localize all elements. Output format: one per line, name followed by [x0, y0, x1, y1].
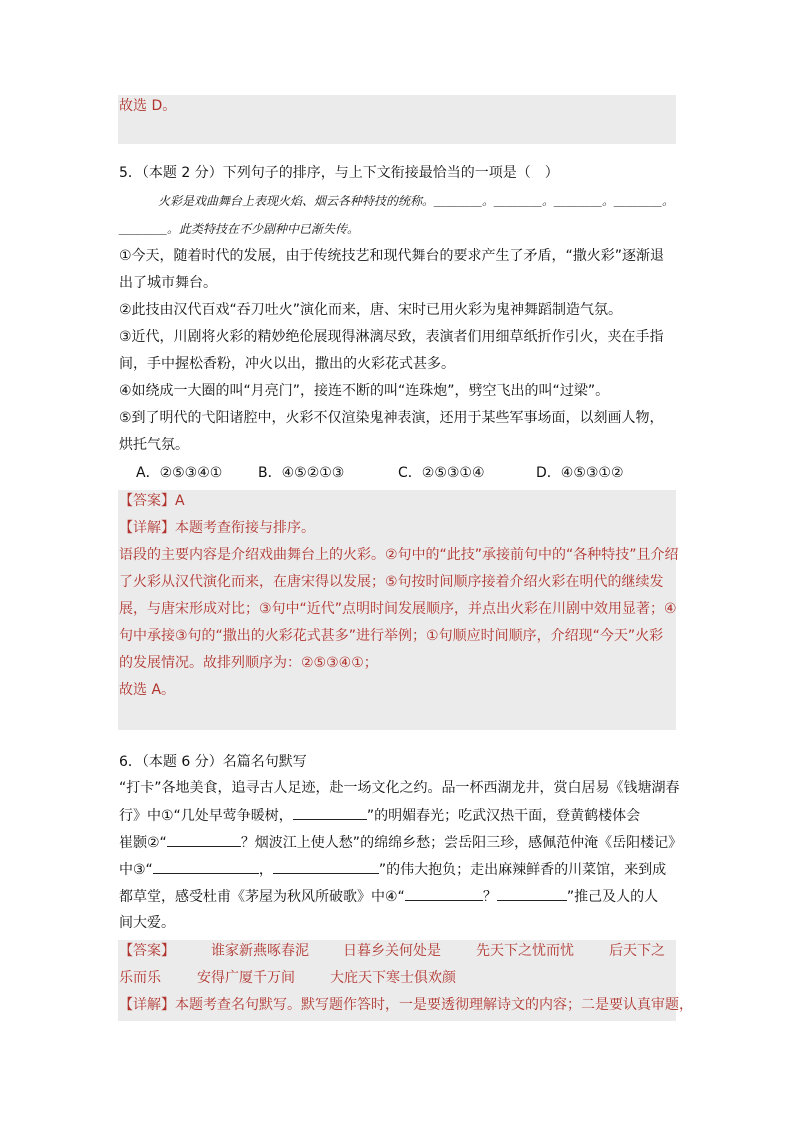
- q5-option-b: B．④⑤②①③: [258, 465, 345, 481]
- q5-explanation-5: 的发展情况。故排列顺序为：②⑤③④①；: [119, 655, 378, 671]
- q6-blank-2[interactable]: [167, 832, 241, 847]
- q6-answer-4: 后天下之: [609, 943, 665, 959]
- q6-line-6: 间大爱。: [119, 915, 175, 931]
- q5-explanation-1: 语段的主要内容是介绍戏曲舞台上的火彩。②句中的“此技”承接前句中的“各种特技”且介绍: [119, 547, 679, 563]
- q6-line-2: [119, 805, 640, 826]
- q6-blank-3a[interactable]: [153, 859, 259, 874]
- q5-sentence-3a: ③近代，川剧将火彩的精妙绝伦展现得淋漓尽致，表演者们用细草纸折作引火，夹在手指: [119, 329, 664, 345]
- q6-answer-2: 日暮乡关何处是: [343, 943, 441, 959]
- q6-answer-label: 【答案】: [119, 943, 175, 959]
- q6-header: 6．（本题 6 分）名篇名句默写: [119, 754, 307, 770]
- q5-sentence-2: ②此技由汉代百戏“吞刀吐火”演化而来，唐、宋时已用火彩为鬼神舞蹈制造气氛。: [119, 302, 623, 318]
- q6-line-4-comma: ，: [258, 862, 273, 878]
- q6-answer-3: 先天下之忧而忧: [476, 943, 574, 959]
- q6-detail: 【详解】本题考查名句默写。默写题作答时，一是要透彻理解诗文的内容；二是要认真审题，: [119, 997, 693, 1013]
- q6-line-2-end: ”的明媚春光；吃武汉热干面，登黄鹤楼体会: [366, 808, 641, 824]
- q6-line-4: [119, 859, 666, 880]
- q6-answer-7: 大庇天下寒士俱欢颜: [330, 970, 456, 986]
- q5-answer-label: 【答案】A: [119, 493, 185, 509]
- q6-line-5: [119, 886, 658, 907]
- q6-line-2-start: 行》中①“几处早莺争暖树，: [119, 808, 293, 824]
- q5-conclusion: 故选 A。: [119, 682, 176, 698]
- q6-line-3-end: ？烟波江上使人愁”的绵绵乡愁；尝岳阳三珍，感佩范仲淹《岳阳楼记》: [240, 835, 683, 851]
- q6-line-5-end: ”推己及人的人: [566, 889, 659, 905]
- previous-conclusion: 故选 D。: [119, 98, 177, 114]
- q6-answer-5: 乐而乐: [119, 970, 161, 986]
- q5-option-c: C．②⑤③①④: [398, 465, 485, 481]
- q5-option-a: A．②⑤③④①: [136, 465, 223, 481]
- q5-option-d: D．④⑤③①②: [536, 465, 624, 481]
- q5-sentence-4: ④如绕成一大圈的叫“月亮门”，接连不断的叫“连珠炮”，劈空飞出的叫“过梁”。: [119, 383, 610, 399]
- q6-line-3-start: 崔颢②“: [119, 835, 167, 851]
- q6-line-5-question: ？: [482, 889, 497, 905]
- q5-explanation-2: 了火彩从汉代演化而来，在唐宋得以发展；⑤句按时间顺序接着介绍火彩在明代的继续发: [119, 574, 664, 590]
- q5-detail-label: 【详解】本题考查衔接与排序。: [119, 520, 315, 536]
- q6-blank-4a[interactable]: [405, 886, 483, 901]
- q5-sentence-5a: ⑤到了明代的弋阳诸腔中，火彩不仅渲染鬼神表演，还用于某些军事场面，以刻画人物，: [119, 410, 664, 426]
- q5-explanation-4: 句中承接③句的“撒出的火彩花式甚多”进行举例；①句顺应时间顺序，介绍现“今天”火彩: [119, 628, 664, 644]
- q5-sentence-3b: 间，手中握松香粉，冲火以出，撒出的火彩花式甚多。: [119, 356, 455, 372]
- q6-line-4-end: ”的伟大抱负；走出麻辣鲜香的川菜馆，来到成: [378, 862, 667, 878]
- previous-answer-band: [118, 95, 676, 144]
- q6-line-1: “打卡”各地美食，追寻古人足迹，赴一场文化之约。品一杯西湖龙井，赏白居易《钱塘湖春: [119, 780, 680, 796]
- q6-answer-1: 谁家新燕啄春泥: [211, 943, 309, 959]
- q6-blank-3b[interactable]: [273, 859, 379, 874]
- q5-passage-line-2: ＿＿＿＿。此类特技在不少剧种中已渐失传。: [119, 222, 360, 236]
- q5-sentence-1b: 出了城市舞台。: [119, 275, 217, 291]
- q5-header: 5．（本题 2 分）下列句子的排序，与上下文衔接最恰当的一项是（ ）: [119, 165, 559, 181]
- q6-line-4-start: 中③“: [119, 862, 153, 878]
- q6-blank-4b[interactable]: [497, 886, 567, 901]
- q6-blank-1[interactable]: [293, 805, 367, 820]
- q6-line-5-start: 都草堂，感受杜甫《茅屋为秋风所破歌》中④“: [119, 889, 405, 905]
- q5-sentence-5b: 烘托气氛。: [119, 437, 189, 453]
- q5-sentence-1a: ①今天，随着时代的发展，由于传统技艺和现代舞台的要求产生了矛盾，“撒火彩”逐渐退: [119, 248, 665, 264]
- q6-line-3: [119, 832, 682, 853]
- q5-explanation-3: 展，与唐宋形成对比；③句中“近代”点明时间发展顺序，并点出火彩在川剧中效用显著；④: [119, 601, 677, 617]
- q6-answer-6: 安得广厦千万间: [197, 970, 295, 986]
- q5-passage-line-1: 火彩是戏曲舞台上表现火焰、烟云各种特技的统称。＿＿＿＿。＿＿＿＿。＿＿＿＿。＿＿＿＿。: [158, 194, 675, 208]
